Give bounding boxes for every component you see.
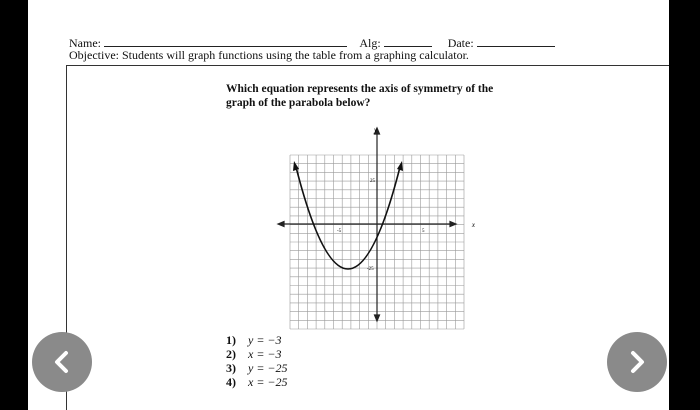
y-axis-label: y: [374, 126, 378, 134]
x-axis-label: x: [471, 221, 475, 229]
alg-label: Alg:: [359, 36, 381, 50]
y-tick-pos25: 25: [370, 179, 375, 184]
name-blank: [104, 35, 347, 47]
date-blank: [477, 35, 555, 47]
parabola-curve: [296, 167, 400, 269]
curve-arrow-right: [397, 161, 403, 171]
objective-text: Objective: Students will graph functions using the table from a graphing calculator.: [69, 48, 469, 62]
name-label: Name:: [69, 36, 101, 50]
worksheet-page: [28, 0, 669, 410]
answer-choices: [226, 333, 288, 389]
chevron-left-icon: [47, 347, 77, 377]
choice-2[interactable]: 2) x = −3: [226, 347, 282, 361]
alg-blank: [384, 35, 432, 47]
parabola-graph: [258, 125, 475, 325]
choice-3[interactable]: 3) y = −25: [226, 361, 288, 375]
y-tick-neg25: -25: [367, 267, 374, 272]
chevron-right-icon: [622, 347, 652, 377]
curve-arrow-left: [293, 161, 299, 171]
x-tick-pos5: 5: [422, 229, 425, 234]
x-tick-neg5: -5: [337, 229, 342, 234]
date-label: Date:: [447, 36, 474, 50]
previous-button[interactable]: [32, 332, 92, 392]
choice-4[interactable]: 4) x = −25: [226, 375, 288, 389]
next-button[interactable]: [607, 332, 667, 392]
question-text: Which equation represents the axis of symmetry of the graph of the parabola below?: [226, 83, 494, 109]
choice-1[interactable]: 1) y = −3: [226, 333, 282, 347]
